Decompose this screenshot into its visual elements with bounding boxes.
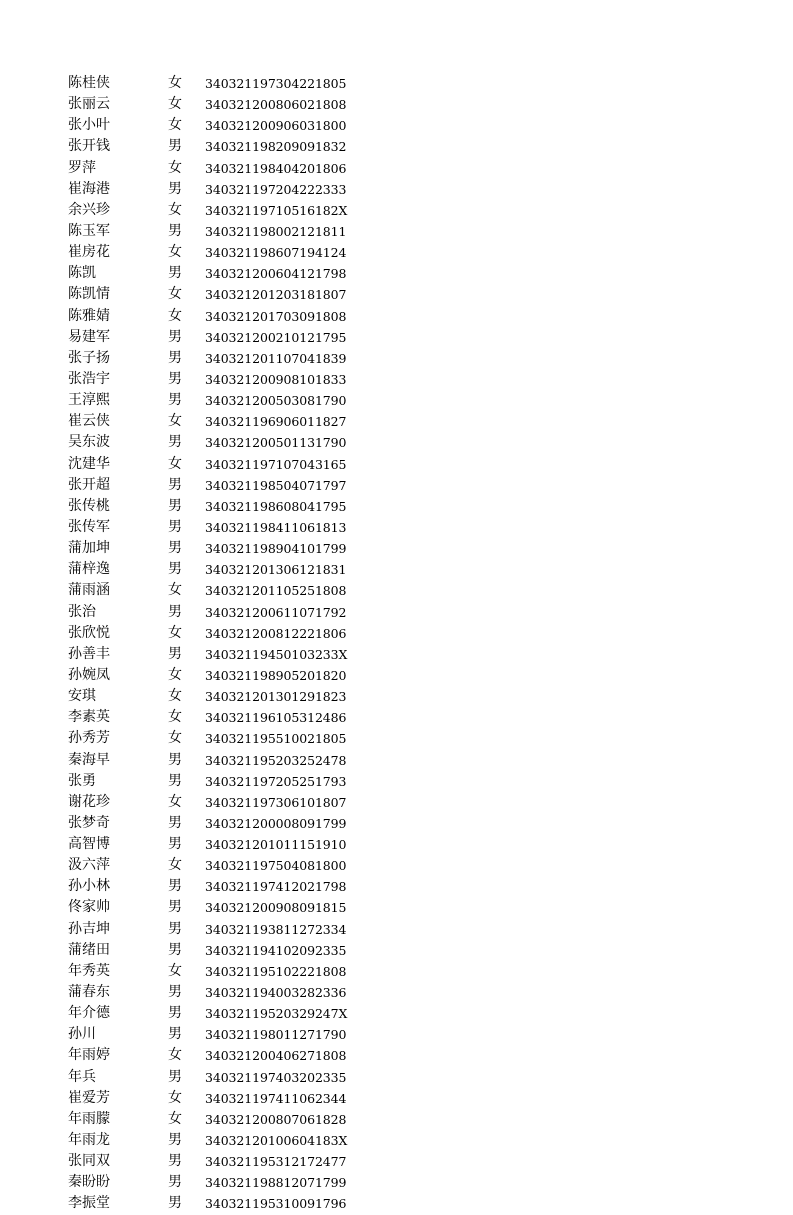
person-name: 崔爱芳 (68, 1089, 110, 1106)
person-name: 吴东波 (68, 434, 110, 451)
list-item (68, 1045, 398, 1066)
person-id-number: 340321201107041839 (205, 350, 347, 366)
person-gender: 男 (168, 222, 182, 239)
person-id-number: 340321200807061828 (205, 1111, 347, 1127)
list-item (68, 771, 398, 792)
person-id-number: 340321198002121811 (205, 223, 347, 239)
person-gender: 女 (168, 455, 182, 472)
person-gender: 女 (168, 793, 182, 810)
person-id-number: 340321197204222333 (205, 181, 347, 197)
list-item (68, 1109, 398, 1130)
person-id-number: 340321196906011827 (205, 414, 347, 430)
person-gender: 女 (168, 286, 182, 303)
person-id-number: 340321201306121831 (205, 562, 347, 578)
person-gender: 女 (168, 666, 182, 683)
list-item (68, 306, 398, 327)
person-id-number: 340321201203181807 (205, 287, 347, 303)
person-name: 易建军 (68, 328, 110, 345)
person-id-number: 340321196105312486 (205, 710, 347, 726)
person-name: 张欣悦 (68, 624, 110, 641)
list-item (68, 348, 398, 369)
list-item (68, 813, 398, 834)
person-name: 崔房花 (68, 244, 110, 261)
person-name: 李振堂 (68, 1195, 110, 1212)
list-item (68, 73, 398, 94)
person-gender: 男 (168, 540, 182, 557)
list-item (68, 221, 398, 242)
person-id-number: 340321198411061813 (205, 519, 347, 535)
person-gender: 男 (168, 1026, 182, 1043)
person-name: 孙川 (68, 1026, 96, 1043)
list-item (68, 136, 398, 157)
person-name: 张小叶 (68, 117, 110, 134)
record-list (68, 73, 398, 1215)
list-item (68, 707, 398, 728)
person-id-number: 340321197304221805 (205, 76, 347, 91)
person-id-number: 340321200210121795 (205, 329, 347, 345)
person-name: 谢花珍 (68, 793, 110, 810)
person-name: 年雨龙 (68, 1132, 110, 1149)
list-item (68, 623, 398, 644)
person-id-number: 340321195203252478 (205, 752, 347, 768)
list-item (68, 940, 398, 961)
person-gender: 男 (168, 1132, 182, 1149)
person-name: 孙秀芳 (68, 730, 110, 747)
list-item (68, 580, 398, 601)
list-item (68, 284, 398, 305)
person-id-number: 340321200501131790 (205, 435, 347, 451)
person-gender: 女 (168, 857, 182, 874)
list-item (68, 559, 398, 580)
person-id-number: 340321198504071797 (205, 477, 347, 493)
person-gender: 男 (168, 878, 182, 895)
person-id-number: 340321195310091796 (205, 1196, 347, 1212)
person-gender: 女 (168, 159, 182, 176)
person-gender: 男 (168, 603, 182, 620)
person-gender: 男 (168, 392, 182, 409)
list-item (68, 1193, 398, 1214)
person-gender: 男 (168, 984, 182, 1001)
list-item (68, 1088, 398, 1109)
person-gender: 男 (168, 920, 182, 937)
list-item (68, 454, 398, 475)
person-id-number: 340321197403202335 (205, 1069, 347, 1085)
person-gender: 男 (168, 751, 182, 768)
list-item (68, 263, 398, 284)
person-gender: 男 (168, 328, 182, 345)
person-id-number: 340321200406271808 (205, 1048, 347, 1064)
person-name: 蒲加坤 (68, 540, 110, 557)
person-name: 陈雅婧 (68, 307, 110, 324)
person-id-number: 340321197411062344 (205, 1090, 347, 1106)
person-id-number: 340321195312172477 (205, 1154, 347, 1170)
person-id-number: 340321198812071799 (205, 1175, 347, 1191)
person-id-number: 340321195510021805 (205, 731, 347, 747)
person-id-number: 340321197306101807 (205, 794, 347, 810)
person-gender: 男 (168, 349, 182, 366)
person-gender: 男 (168, 476, 182, 493)
list-item (68, 115, 398, 136)
list-item (68, 982, 398, 1003)
list-item (68, 200, 398, 221)
person-id-number: 340321201105251808 (205, 583, 347, 599)
person-name: 孙吉坤 (68, 920, 110, 937)
person-gender: 女 (168, 624, 182, 641)
person-id-number: 340321200611071792 (205, 604, 347, 620)
person-name: 孙善丰 (68, 645, 110, 662)
person-gender: 女 (168, 96, 182, 113)
list-item (68, 517, 398, 538)
person-id-number: 340321198607194124 (205, 245, 347, 261)
person-name: 张梦奇 (68, 814, 110, 831)
person-id-number: 340321197412021798 (205, 879, 347, 895)
list-item (68, 179, 398, 200)
person-gender: 男 (168, 518, 182, 535)
person-name: 陈桂侠 (68, 75, 110, 91)
person-name: 余兴珍 (68, 201, 110, 218)
list-item (68, 792, 398, 813)
person-gender: 男 (168, 836, 182, 853)
person-name: 张同双 (68, 1153, 110, 1170)
person-id-number: 340321194102092335 (205, 942, 347, 958)
list-item (68, 94, 398, 115)
person-id-number: 340321197107043165 (205, 456, 347, 472)
person-name: 陈玉军 (68, 222, 110, 239)
person-name: 李素英 (68, 709, 110, 726)
person-name: 张治 (68, 603, 96, 620)
person-id-number: 340321197205251793 (205, 773, 347, 789)
person-name: 年雨婷 (68, 1047, 110, 1064)
list-item (68, 1003, 398, 1024)
person-name: 崔云侠 (68, 413, 110, 430)
person-gender: 女 (168, 117, 182, 134)
list-item (68, 919, 398, 940)
person-name: 佟家帅 (68, 899, 110, 916)
list-item (68, 1067, 398, 1088)
person-name: 张丽云 (68, 96, 110, 113)
person-gender: 男 (168, 1153, 182, 1170)
person-gender: 女 (168, 962, 182, 979)
person-gender: 男 (168, 645, 182, 662)
person-gender: 男 (168, 434, 182, 451)
list-item (68, 327, 398, 348)
person-gender: 男 (168, 265, 182, 282)
person-id-number: 340321198404201806 (205, 160, 347, 176)
person-id-number: 34032119710516182X (205, 202, 348, 218)
person-name: 孙小林 (68, 878, 110, 895)
person-name: 秦盼盼 (68, 1174, 110, 1191)
person-name: 年雨朦 (68, 1110, 110, 1127)
person-id-number: 340321198905201820 (205, 667, 347, 683)
list-item (68, 496, 398, 517)
person-name: 陈凯情 (68, 286, 110, 303)
person-id-number: 340321200906031800 (205, 118, 347, 134)
person-name: 张开钱 (68, 138, 110, 155)
person-name: 孙婉凤 (68, 666, 110, 683)
person-name: 蒲春东 (68, 984, 110, 1001)
list-item (68, 855, 398, 876)
person-id-number: 340321195102221808 (205, 963, 347, 979)
person-name: 张浩宇 (68, 370, 110, 387)
person-gender: 女 (168, 709, 182, 726)
person-name: 张传桃 (68, 497, 110, 514)
person-id-number: 340321201703091808 (205, 308, 347, 324)
person-name: 秦海早 (68, 751, 110, 768)
person-gender: 男 (168, 772, 182, 789)
person-id-number: 340321200503081790 (205, 393, 347, 409)
person-name: 张传军 (68, 518, 110, 535)
person-id-number: 340321200908101833 (205, 371, 347, 387)
person-gender: 男 (168, 497, 182, 514)
list-item (68, 369, 398, 390)
list-item (68, 961, 398, 982)
person-gender: 男 (168, 180, 182, 197)
person-name: 蒲梓逸 (68, 561, 110, 578)
list-item (68, 158, 398, 179)
person-gender: 女 (168, 1110, 182, 1127)
person-gender: 女 (168, 75, 182, 91)
person-id-number: 340321194003282336 (205, 985, 347, 1001)
person-id-number: 34032120100604183X (205, 1133, 348, 1149)
list-item (68, 1172, 398, 1193)
list-item (68, 834, 398, 855)
list-item (68, 475, 398, 496)
person-gender: 男 (168, 814, 182, 831)
person-id-number: 340321200604121798 (205, 266, 347, 282)
list-item (68, 897, 398, 918)
person-name: 王淳熙 (68, 392, 110, 409)
person-gender: 女 (168, 307, 182, 324)
person-name: 沈建华 (68, 455, 110, 472)
person-gender: 女 (168, 688, 182, 705)
person-name: 汲六萍 (68, 857, 110, 874)
person-name: 年秀英 (68, 962, 110, 979)
person-name: 蒲绪田 (68, 941, 110, 958)
list-item (68, 538, 398, 559)
person-name: 高智博 (68, 836, 110, 853)
list-item (68, 411, 398, 432)
person-id-number: 340321193811272334 (205, 921, 347, 937)
person-gender: 女 (168, 201, 182, 218)
person-id-number: 340321200806021808 (205, 97, 347, 113)
person-name: 安琪 (68, 688, 96, 705)
person-gender: 女 (168, 1047, 182, 1064)
list-item (68, 1151, 398, 1172)
list-item (68, 750, 398, 771)
person-gender: 男 (168, 1068, 182, 1085)
person-gender: 男 (168, 1174, 182, 1191)
person-id-number: 340321201301291823 (205, 689, 347, 705)
person-gender: 女 (168, 413, 182, 430)
person-gender: 男 (168, 941, 182, 958)
person-name: 张子扬 (68, 349, 110, 366)
person-gender: 女 (168, 730, 182, 747)
person-id-number: 340321201011151910 (205, 837, 347, 853)
person-name: 张开超 (68, 476, 110, 493)
person-id-number: 340321198209091832 (205, 139, 347, 155)
person-name: 崔海港 (68, 180, 110, 197)
person-gender: 男 (168, 1005, 182, 1022)
list-item (68, 665, 398, 686)
list-item (68, 686, 398, 707)
list-item (68, 1130, 398, 1151)
person-gender: 女 (168, 1089, 182, 1106)
person-id-number: 340321200812221806 (205, 625, 347, 641)
person-name: 年介德 (68, 1005, 110, 1022)
person-gender: 男 (168, 138, 182, 155)
person-name: 罗萍 (68, 159, 96, 176)
person-gender: 女 (168, 244, 182, 261)
list-item (68, 242, 398, 263)
person-id-number: 340321200908091815 (205, 900, 347, 916)
list-item (68, 728, 398, 749)
person-gender: 女 (168, 582, 182, 599)
person-name: 蒲雨涵 (68, 582, 110, 599)
person-gender: 男 (168, 899, 182, 916)
person-gender: 男 (168, 561, 182, 578)
person-name: 陈凯 (68, 265, 96, 282)
list-item (68, 876, 398, 897)
person-gender: 男 (168, 370, 182, 387)
person-id-number: 340321200008091799 (205, 815, 347, 831)
person-id-number: 340321198011271790 (205, 1027, 347, 1043)
person-id-number: 340321198904101799 (205, 541, 347, 557)
person-gender: 男 (168, 1195, 182, 1212)
list-item (68, 432, 398, 453)
person-id-number: 34032119520329247X (205, 1006, 348, 1022)
person-id-number: 34032119450103233X (205, 646, 348, 662)
list-item (68, 390, 398, 411)
list-item (68, 1024, 398, 1045)
person-name: 年兵 (68, 1068, 96, 1085)
person-id-number: 340321197504081800 (205, 858, 347, 874)
person-id-number: 340321198608041795 (205, 498, 347, 514)
person-name: 张勇 (68, 772, 96, 789)
list-item (68, 644, 398, 665)
list-item (68, 602, 398, 623)
